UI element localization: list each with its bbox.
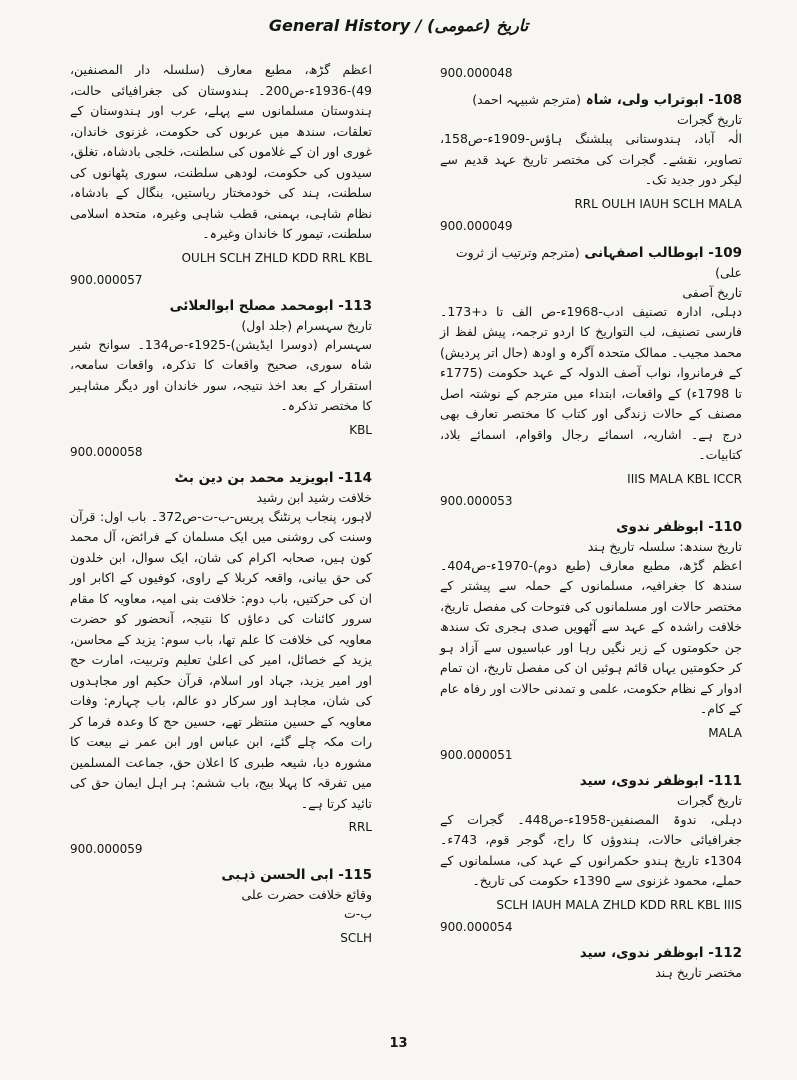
catalog-entry <box>440 748 742 912</box>
entry-title <box>440 90 742 110</box>
entry-title <box>70 866 372 885</box>
entry-author: ابوطالب اصفہانی <box>584 244 704 261</box>
entry-author: ابوظفر ندوی، سید <box>579 772 704 789</box>
entry-number: 110- <box>708 518 742 535</box>
entry-libraries: IIIS MALA KBL ICCR <box>627 471 742 486</box>
entry-title <box>440 772 742 791</box>
entry-number: 113- <box>338 297 372 314</box>
entry-code: 900.000053 <box>440 493 513 508</box>
entry-libraries: RRL <box>348 820 372 834</box>
catalog-entry <box>440 920 742 982</box>
entry-code: 900.000048 <box>440 66 513 80</box>
entry-subject: تاریخ سہسرام (جلد اول) <box>241 317 372 333</box>
entry-code: 900.000057 <box>70 272 143 287</box>
catalog-entry <box>440 66 742 211</box>
right-column <box>440 60 742 990</box>
entry-body: دہلی، ندوۃ المصنفین-1958ء-ص448۔ گجرات کے جغرافیائی حالات، ہندوؤں کا راج، گوجر قوم، 743ء۔ 1304ء تاریخ ہندو حکمرانوں کے عہد کی، مسلمانوں کے حملے، محمود غزنوی سے 1390ء حکومت کی تاریخ۔ <box>440 811 742 888</box>
entry-libraries: OULH SCLH ZHLD KDD RRL KBL <box>181 250 372 265</box>
entry-author: ابوظفر ندوی <box>616 518 704 535</box>
entry-title <box>440 243 742 283</box>
entry-libraries: KBL <box>349 422 372 437</box>
entry-title <box>70 469 372 488</box>
entry-translator: (مترجم شبیہہ احمد) <box>472 92 582 107</box>
entry-author: ابومحمد مصلح ابوالعلائی <box>169 297 334 314</box>
entry-subject: تاریخ سندھ: سلسلہ تاریخ ہند <box>587 538 742 554</box>
entry-libraries: SCLH IAUH MALA ZHLD KDD RRL KBL IIIS <box>496 897 742 912</box>
entry-number: 111- <box>708 772 742 789</box>
entry-code: 900.000058 <box>70 444 143 459</box>
entry-author: ابویزید محمد بن دین بٹ <box>174 469 334 486</box>
entry-author: ابی الحسن ذہبی <box>221 867 334 883</box>
entry-number: 114- <box>338 469 372 486</box>
catalog-entry <box>440 219 742 486</box>
catalog-entry <box>440 494 742 740</box>
entry-subject: تاریخ گجرات <box>676 792 742 808</box>
continued-entry <box>70 60 372 265</box>
catalog-entry <box>70 273 372 437</box>
entry-body: الٰہ آباد، ہندوستانی پبلشنگ ہاؤس-1909ء-ص158، تصاویر، نقشے۔ گجرات کی مختصر تاریخ عہد قدیم سے لیکر دور جدید تک۔ <box>440 131 742 187</box>
entry-code: 900.000049 <box>440 218 513 233</box>
entry-body: دہلی، ادارہ تصنیف ادب-1968ء-ص الف تا د+173۔ فارسی تصنیف، لب التواریخ کا اردو ترجمہ، پیش لفظ از محمد مجیب۔ ممالک متحدہ آگرہ و اودھ (حال اتر پردیش) کے فرمانروا، نواب آصف الدولہ کے عہد حکومت (1775ء تا 1798ء) کے واقعات، ابتداء میں مترجم کے نوشتہ اصل مصنف کے حالات زندگی اور کتاب کا مختصر تعارف بھی درج ہے۔ اشاریہ، اسمائے رجال واقوام، اسمائے بلاد، کتابیات۔ <box>440 303 742 462</box>
page-number: 13 <box>389 1036 408 1051</box>
entry-code: 900.000054 <box>440 919 513 934</box>
entry-subject: مختصر تاریخ ہند <box>655 964 742 980</box>
entry-libraries: SCLH <box>340 930 372 945</box>
entry-title <box>70 297 372 316</box>
entry-body: ب-ت <box>343 906 372 921</box>
entry-translator: (مترجم وترتیب از ثروت علی) <box>455 244 742 280</box>
entry-body: اعظم گڑھ، مطبع معارف (سلسلہ دار المصنفین، 49)-1936ء-ص200۔ ہندوستان کی جغرافیائی حالت، ہندوستان مسلمانوں سے پہلے، عرب اور ہندوستان کے تعلقات، سندھ میں عربوں کی حکومت، غزنوی خاندان، غوری اور ان کے غلاموں کی سلطنت، خلجی بادشاہ، تغلق، سیدوں کی حکومت، لودھی سلطنت، سوری پٹھانوں کی سلطنت، ہند کی خودمختار ریاستیں، بنگال کے بادشاہ، نظام شاہی، بہمنی، قطب شاہی وغیرہ، متحدہ اسلامی سلطنت، تیمور کا خاندان وغیرہ۔ <box>70 62 372 241</box>
entry-subject: تاریخ گجرات <box>676 112 742 127</box>
entry-subject: خلافت رشید ابن رشید <box>256 489 372 505</box>
entry-subject: وقائع خلافت حضرت علی <box>241 887 372 902</box>
entry-number: 115- <box>338 867 372 883</box>
entry-code: 900.000059 <box>70 842 143 856</box>
entry-title <box>440 518 742 537</box>
entry-title <box>440 944 742 963</box>
entry-number: 109- <box>708 244 742 261</box>
running-header: General History / (عمومی) تاریخ <box>268 16 529 35</box>
entry-body: سہسرام (دوسرا ایڈیشن)-1925ء-ص134۔ سوانح شیر شاہ سوری، صحیح واقعات کا تذکرہ، واقعات سامعہ، استقرار کے بعد اخذ نتیجہ، سور خاندان اور دیگر مشاہیر کا مختصر تذکرہ۔ <box>70 336 372 413</box>
entry-number: 108- <box>708 92 742 108</box>
catalog-entry <box>70 445 372 835</box>
entry-number: 112- <box>708 944 742 961</box>
left-column <box>70 60 372 953</box>
entry-author: ابوتراب ولی، شاہ <box>585 92 704 108</box>
catalog-entry <box>70 842 372 945</box>
entry-body: اعظم گڑھ، مطبع معارف (طبع دوم)-1970ء-ص404۔ سندھ کا جغرافیہ، مسلمانوں کے حملہ سے پیشتر کے مختصر حالات اور مسلمانوں کی فتوحات کی مفصل تاریخ، خلافت راشدہ کے عہد سے آٹھویں صدی ہجری تک سندھ جن حکومتوں کے زیر نگیں رہا اور عباسیوں سے آزاد ہو کر حکومتیں یہاں قائم ہوئیں ان کی مفصل تاریخ، ان تمام ادوار کے نظام حکومت، علمی و تمدنی حالات اور رفاہ عام کے کام۔ <box>440 557 742 716</box>
entry-libraries: RRL OULH IAUH SCLH MALA <box>574 196 742 211</box>
entry-author: ابوظفر ندوی، سید <box>579 944 704 961</box>
entry-libraries: MALA <box>708 725 742 740</box>
entry-code: 900.000051 <box>440 747 513 762</box>
entry-subject: تاریخ آصفی <box>682 284 742 300</box>
entry-body: لاہور، پنجاب پرنٹنگ پریس-ب-ت-ص372۔ باب اول: قرآن وسنت کی روشنی میں ایک مسلمان کے فرائض، آل محمد کون ہیں، صحابہ اکرام کی شان، ایک سوال، ابن خلدون کی حق بیانی، واقعہ کربلا کے راوی، کوفیوں کے اکابر اور ان کی حرکتیں، باب دوم: خلافت بنی امیہ، معاویہ کا مقام سرور کائنات کی دعاؤں کا نتیجہ، آنحضور کو حضرت معاویہ کی خلافت کا علم تھا، باب سوم: یزید کے محاسن، یزید کے خصائل، امیر کی اعلیٰ تعلیم وتربیت، امارت حج اور امیر یزید، جہاد اور اسلام، قرآن حکیم اور مجاہدوں کی شان، مجاہد اور سرکار دو عالم، باب چہارم: وفات معاویہ کے حسین منتظر تھے، حسین حج کا وعدہ فرما کر رات مکہ چلے گئے، ابن عباس اور ابن عمر نے بیعت کا مشورہ دیا، شیعہ طبری کا اعلان حق، جماعت المسلمین میں تفرقہ کا پہلا بیج، باب ششم: ہر اہل ایمان حق کی تائید کرتا ہے۔ <box>70 508 372 811</box>
